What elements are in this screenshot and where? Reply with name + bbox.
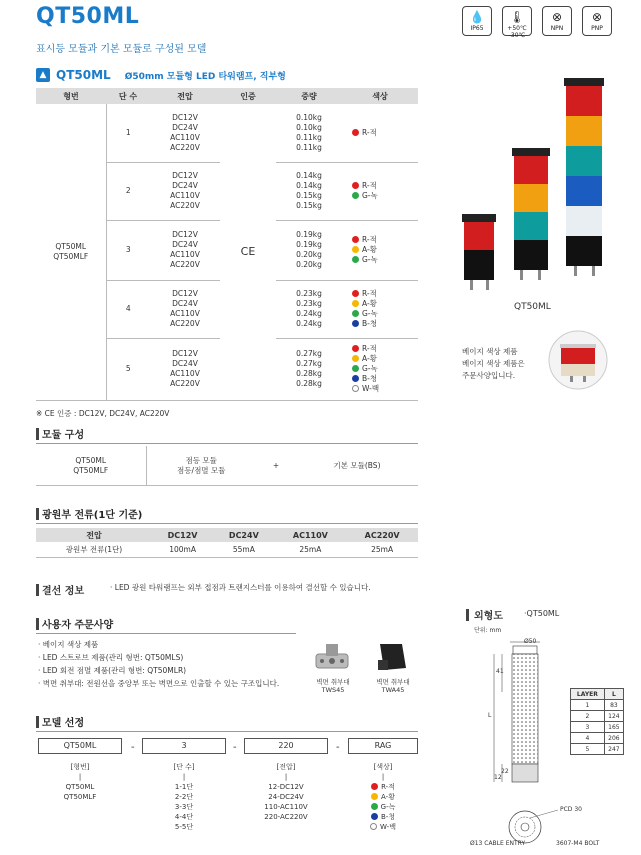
current-header: AC220V [346,528,418,542]
layer-cell: 1 [571,700,605,711]
color-label: B-청 [362,374,378,383]
color-dot-icon [352,182,359,189]
dimension-drawing [480,632,570,854]
dimension-model: ·QT50ML [524,609,560,618]
order-item: · 벽면 취부대: 전원선을 중앙부 또는 벽면으로 인출할 수 있는 구조입니다. [38,679,280,688]
color-label: G-녹 [362,191,378,200]
layer-cell: 3 [571,722,605,733]
selection-option: 12-DC12V [268,783,304,791]
table-header: 색상 [342,88,418,104]
sel-dash: - [336,742,340,753]
color-dot-icon [352,310,359,317]
voltage-cell: DC12V DC24V AC110V AC220V [150,280,220,338]
dim-l: L [488,712,492,719]
color-label: A-황 [362,245,377,254]
module-section-title: 모듈 구성 [36,426,418,444]
voltage-cell: DC12V DC24V AC110V AC220V [150,162,220,220]
tiers-cell: 1 [106,104,150,162]
layer-cell: 247 [604,744,623,755]
dim-pcd: PCD 30 [560,806,582,813]
current-section-title: 광원부 전류(1단 기준) [36,506,418,524]
table-row [36,104,418,162]
color-label: A-황 [381,793,395,801]
current-header: 전압 [36,528,152,542]
color-dot-icon [352,256,359,263]
selection-column-head: [형번] [70,763,90,771]
color-dot-icon [352,300,359,307]
color-item [352,245,418,255]
color-label: B-청 [362,319,378,328]
cert-label: PNP [591,25,603,32]
selection-divider: | [182,773,186,781]
layer-row [571,722,624,733]
current-header: DC24V [213,528,274,542]
bracket-tws45-image [312,642,352,676]
selection-option [348,812,418,822]
current-table [36,528,418,558]
voltage-cell: DC12V DC24V AC110V AC220V [150,104,220,162]
color-item [352,319,418,329]
selection-column [244,762,328,822]
bracket-tws45-label: 벽면 취부대 TWS45 [316,678,350,694]
selection-column-head: [단 수] [173,763,195,771]
order-section-title: 사용자 주문사양 [36,616,296,634]
layer-cell: 2 [571,711,605,722]
weight-cell: 0.27kg 0.27kg 0.28kg 0.28kg [276,338,342,400]
voltage-cell: DC12V DC24V AC110V AC220V [150,220,220,280]
color-label: R-적 [362,181,377,190]
selection-option [348,782,418,792]
thermometer-icon: 🌡 [509,10,525,24]
layer-cell: 83 [604,700,623,711]
color-dot-icon [352,355,359,362]
color-label: W-백 [380,823,396,831]
color-item [352,235,418,245]
layer-header: L [604,689,623,700]
layer-cell: 124 [604,711,623,722]
selection-option: 110-AC110V [264,803,308,811]
module-light: 점등 모듈 점등/점멸 모듈 [177,455,226,475]
npn-icon: ⊗ [551,10,563,24]
color-item [352,309,418,319]
selection-option: QT50MLF [63,793,97,801]
selection-option: 1-1단 [174,783,194,791]
order-item: · LED 회전 점멸 제품(관리 형번: QT50MLR) [38,666,187,675]
color-dot-icon [352,192,359,199]
water-drops-icon: 💧 [469,10,485,24]
color-item [352,374,418,384]
beige-note: 베이지 색상 제품 베이지 색상 제품은 주문사양입니다. [462,347,525,380]
color-dot-icon [352,365,359,372]
layer-table [570,688,624,755]
section-header [36,66,286,84]
page-title: QT50ML [36,4,140,29]
current-header: DC12V [152,528,213,542]
layer-cell: 4 [571,733,605,744]
color-dot-icon [371,793,378,800]
beige-product-image [548,330,608,390]
color-cell [342,280,418,338]
selection-divider: | [78,773,82,781]
color-cell [342,104,418,162]
selection-column [348,762,418,832]
selection-title: 모델 선정 [36,714,418,732]
sel-box-model: QT50ML [38,738,122,754]
selection-option: 5-5단 [174,823,194,831]
thermometer-cert [502,6,532,39]
model-cell: QT50ML QT50MLF [36,104,106,400]
bracket-twa45-label: 벽면 취부대 TWA45 [376,678,410,694]
table-header: 단 수 [106,88,150,104]
color-label: G-녹 [362,309,378,318]
pnp-icon: ⊗ [591,10,603,24]
selection-option: 24-DC24V [268,793,304,801]
color-label: R-적 [362,289,377,298]
current-cell: 광원부 전류(1단) [36,542,152,557]
selection-column [142,762,226,832]
color-label: A-황 [362,299,377,308]
page-subtitle: 표시등 모듈과 기본 모듈로 구성된 모델 [36,44,207,55]
color-label: A-황 [362,354,377,363]
color-item [352,289,418,299]
table-header: 중량 [276,88,342,104]
cert-label: +50℃ -30℃ [507,25,527,39]
color-dot-icon [352,129,359,136]
sel-dash: - [233,742,237,753]
product-label: QT50ML [514,302,551,312]
section-name: QT50ML [56,68,111,82]
color-item [352,299,418,309]
selection-option: 3-3단 [174,803,194,811]
weight-cell: 0.10kg 0.10kg 0.11kg 0.11kg [276,104,342,162]
layer-cell: 165 [604,722,623,733]
tower-lamp-icon: ▲ [36,68,50,82]
wiring-title: 결선 정보 [42,586,85,597]
color-item [352,354,418,364]
tiers-cell: 4 [106,280,150,338]
module-model: QT50ML QT50MLF [36,446,146,486]
color-item [352,255,418,265]
color-dot-icon [352,385,359,392]
layer-row [571,744,624,755]
dimension-title: 외형도 [474,611,503,622]
color-dot-icon [371,803,378,810]
color-item [352,364,418,374]
wiring-marker [36,584,39,596]
layer-cell: 5 [571,744,605,755]
color-label: G-녹 [362,255,378,264]
table-header: 형번 [36,88,106,104]
table-header: 전압 [150,88,220,104]
color-item [352,344,418,354]
selection-option [348,822,418,832]
sel-box-voltage: 220 [244,738,328,754]
dim-41: 41 [496,668,504,675]
wiring-text: · LED 광원 타워램프는 외부 접점과 트랜지스터를 이용하여 결선할 수 있습니다. [110,583,371,592]
water-drops-cert [462,6,492,36]
color-dot-icon [352,345,359,352]
color-label: G-녹 [362,364,378,373]
color-dot-icon [352,246,359,253]
color-label: R-적 [362,235,377,244]
pnp-cert [582,6,612,36]
tiers-cell: 3 [106,220,150,280]
ce-note: ※ CE 인증 : DC12V, DC24V, AC220V [36,409,170,418]
layer-cell: 206 [604,733,623,744]
color-cell [342,162,418,220]
bracket-twa45-image [372,640,412,674]
color-cell [342,220,418,280]
order-item: · LED 스트로브 제품(관리 형번: QT50MLS) [38,653,184,662]
color-label: R-적 [362,127,377,137]
color-dot-icon [371,813,378,820]
layer-header: LAYER [571,689,605,700]
spec-table [36,88,418,401]
selection-option [348,802,418,812]
current-cell: 25mA [274,542,346,557]
color-item [352,181,418,191]
current-header: AC110V [274,528,346,542]
module-plus: + [272,460,280,470]
tiers-cell: 5 [106,338,150,400]
dim-diameter: Ø50 [524,638,537,645]
color-dot-icon [352,236,359,243]
weight-cell: 0.19kg 0.19kg 0.20kg 0.20kg [276,220,342,280]
sel-box-color: RAG [348,738,418,754]
dim-bolt: 3607-M4 BOLT [556,840,600,847]
cert-label: NPN [550,25,564,32]
color-dot-icon [352,290,359,297]
voltage-cell: DC12V DC24V AC110V AC220V [150,338,220,400]
selection-divider: | [381,773,385,781]
color-dot-icon [352,320,359,327]
dim-12: 12 [494,774,502,781]
selection-option [348,792,418,802]
color-item [352,384,418,394]
selection-column-head: [전압] [276,763,296,771]
current-cell: 55mA [213,542,274,557]
color-label: B-청 [380,813,396,821]
layer-row [571,700,624,711]
color-dot-icon [371,783,378,790]
sel-box-tiers: 3 [142,738,226,754]
color-item [352,128,418,138]
selection-divider: | [284,773,288,781]
color-dot-icon [352,375,359,382]
selection-option: 4-4단 [174,813,194,821]
color-label: G-녹 [380,803,396,811]
cert-label: IP65 [470,25,484,32]
color-dot-icon [370,823,377,830]
color-label: R-적 [381,783,395,791]
cert-cell: CE [220,104,276,400]
order-list [38,638,279,690]
dim-marker [466,609,469,621]
layer-row [571,711,624,722]
module-base: 기본 모듈(BS) [333,460,381,470]
dimension-unit: 단위: mm [474,627,502,634]
color-cell [342,338,418,400]
dim-22: 22 [501,768,509,775]
current-cell: 100mA [152,542,213,557]
npn-cert [542,6,572,36]
weight-cell: 0.14kg 0.14kg 0.15kg 0.15kg [276,162,342,220]
module-table [36,446,418,486]
selection-option: 220-AC220V [264,813,308,821]
selection-option: 2-2단 [174,793,194,801]
order-item: · 베이지 색상 제품 [38,640,99,649]
tiers-cell: 2 [106,162,150,220]
color-item [352,191,418,201]
current-cell: 25mA [346,542,418,557]
section-desc: Ø50mm 모듈형 LED 타워램프, 직부형 [124,71,286,82]
color-label: R-적 [362,344,377,353]
weight-cell: 0.23kg 0.23kg 0.24kg 0.24kg [276,280,342,338]
selection-column [38,762,122,802]
selection-column-head: [색상] [373,763,393,771]
product-image [450,72,620,297]
color-label: W-백 [362,384,380,393]
selection-option: QT50ML [65,783,95,791]
table-header: 인증 [220,88,276,104]
layer-row [571,733,624,744]
sel-dash: - [131,742,135,753]
dim-cable: Ø13 CABLE ENTRY [470,840,526,847]
